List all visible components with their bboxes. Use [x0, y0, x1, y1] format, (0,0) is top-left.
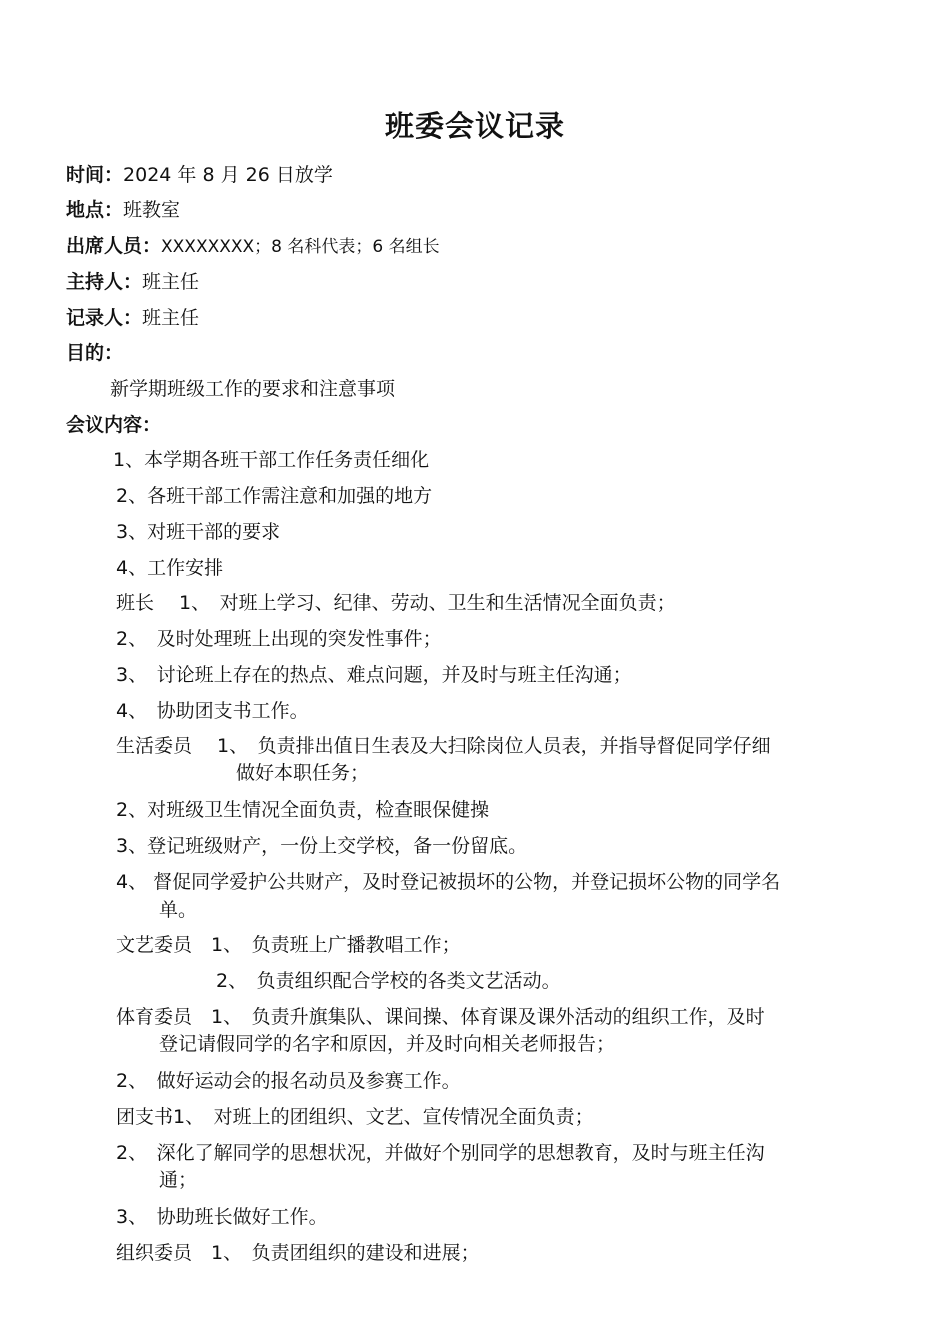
life-duty-4: 4、 督促同学爱护公共财产，及时登记被损坏的公物，并登记损坏公物的同学名	[116, 871, 781, 893]
league-duty-3: 3、 协助班长做好工作。	[116, 1206, 328, 1228]
monitor-duty-4: 4、 协助团支书工作。	[116, 700, 309, 722]
agenda-item: 2、各班干部工作需注意和加强的地方	[116, 485, 433, 507]
life-duty-1: 生活委员 1、 负责排出值日生表及大扫除岗位人员表，并指导督促同学仔细	[116, 735, 771, 757]
time-value: 2024 年 8 月 26 日放学	[123, 164, 333, 186]
recorder-value: 班主任	[142, 307, 200, 329]
arts-duty-2: 2、 负责组织配合学校的各类文艺活动。	[216, 970, 561, 992]
purpose-value: 新学期班级工作的要求和注意事项	[110, 378, 396, 400]
org-duty-1: 组织委员 1、 负责团组织的建设和进展；	[116, 1242, 480, 1264]
sports-duty-1: 体育委员 1、 负责升旗集队、课间操、体育课及课外活动的组织工作，及时	[116, 1006, 765, 1028]
time-label: 时间：	[66, 164, 124, 186]
recorder-label: 记录人：	[66, 307, 143, 329]
attendees-label: 出席人员：	[66, 235, 162, 257]
recorder-row	[66, 305, 199, 331]
place-value: 班教室	[123, 199, 181, 221]
document-title: 班委会议记录	[384, 109, 565, 143]
life-duty-2: 2、对班级卫生情况全面负责，检查眼保健操	[116, 799, 490, 821]
monitor-duty-2: 2、 及时处理班上出现的突发性事件；	[116, 628, 442, 650]
place-label: 地点：	[66, 199, 124, 221]
league-duty-1: 团支书1、 对班上的团组织、文艺、宣传情况全面负责；	[116, 1106, 594, 1128]
monitor-duty-3: 3、 讨论班上存在的热点、难点问题，并及时与班主任沟通；	[116, 664, 632, 686]
life-duty-1-cont: 做好本职任务；	[236, 762, 370, 784]
content-label-row	[66, 412, 161, 438]
arts-duty-1: 文艺委员 1、 负责班上广播教唱工作；	[116, 934, 461, 956]
league-duty-2: 2、 深化了解同学的思想状况，并做好个别同学的思想教育，及时与班主任沟	[116, 1142, 765, 1164]
agenda-item: 3、对班干部的要求	[116, 521, 281, 543]
purpose-label-row	[66, 340, 123, 366]
life-duty-3: 3、登记班级财产，一份上交学校，备一份留底。	[116, 835, 528, 857]
monitor-duty-1: 班长 1、 对班上学习、纪律、劳动、卫生和生活情况全面负责；	[116, 592, 676, 614]
host-value: 班主任	[142, 271, 200, 293]
league-duty-2-cont: 通；	[159, 1169, 198, 1191]
agenda-item: 1、本学期各班干部工作任务责任细化	[113, 449, 430, 471]
sports-duty-2: 2、 做好运动会的报名动员及参赛工作。	[116, 1070, 461, 1092]
time-row	[66, 162, 333, 188]
sports-duty-1-cont: 登记请假同学的名字和原因，并及时向相关老师报告；	[159, 1033, 616, 1055]
agenda-item: 4、工作安排	[116, 557, 224, 579]
host-row	[66, 269, 199, 295]
place-row	[66, 197, 180, 223]
purpose-label: 目的：	[66, 342, 124, 364]
content-label: 会议内容：	[66, 414, 162, 436]
host-label: 主持人：	[66, 271, 143, 293]
life-duty-4-cont: 单。	[159, 899, 198, 921]
attendees-value: XXXXXXXX；8 名科代表；6 名组长	[161, 237, 440, 257]
attendees-row	[66, 233, 440, 260]
